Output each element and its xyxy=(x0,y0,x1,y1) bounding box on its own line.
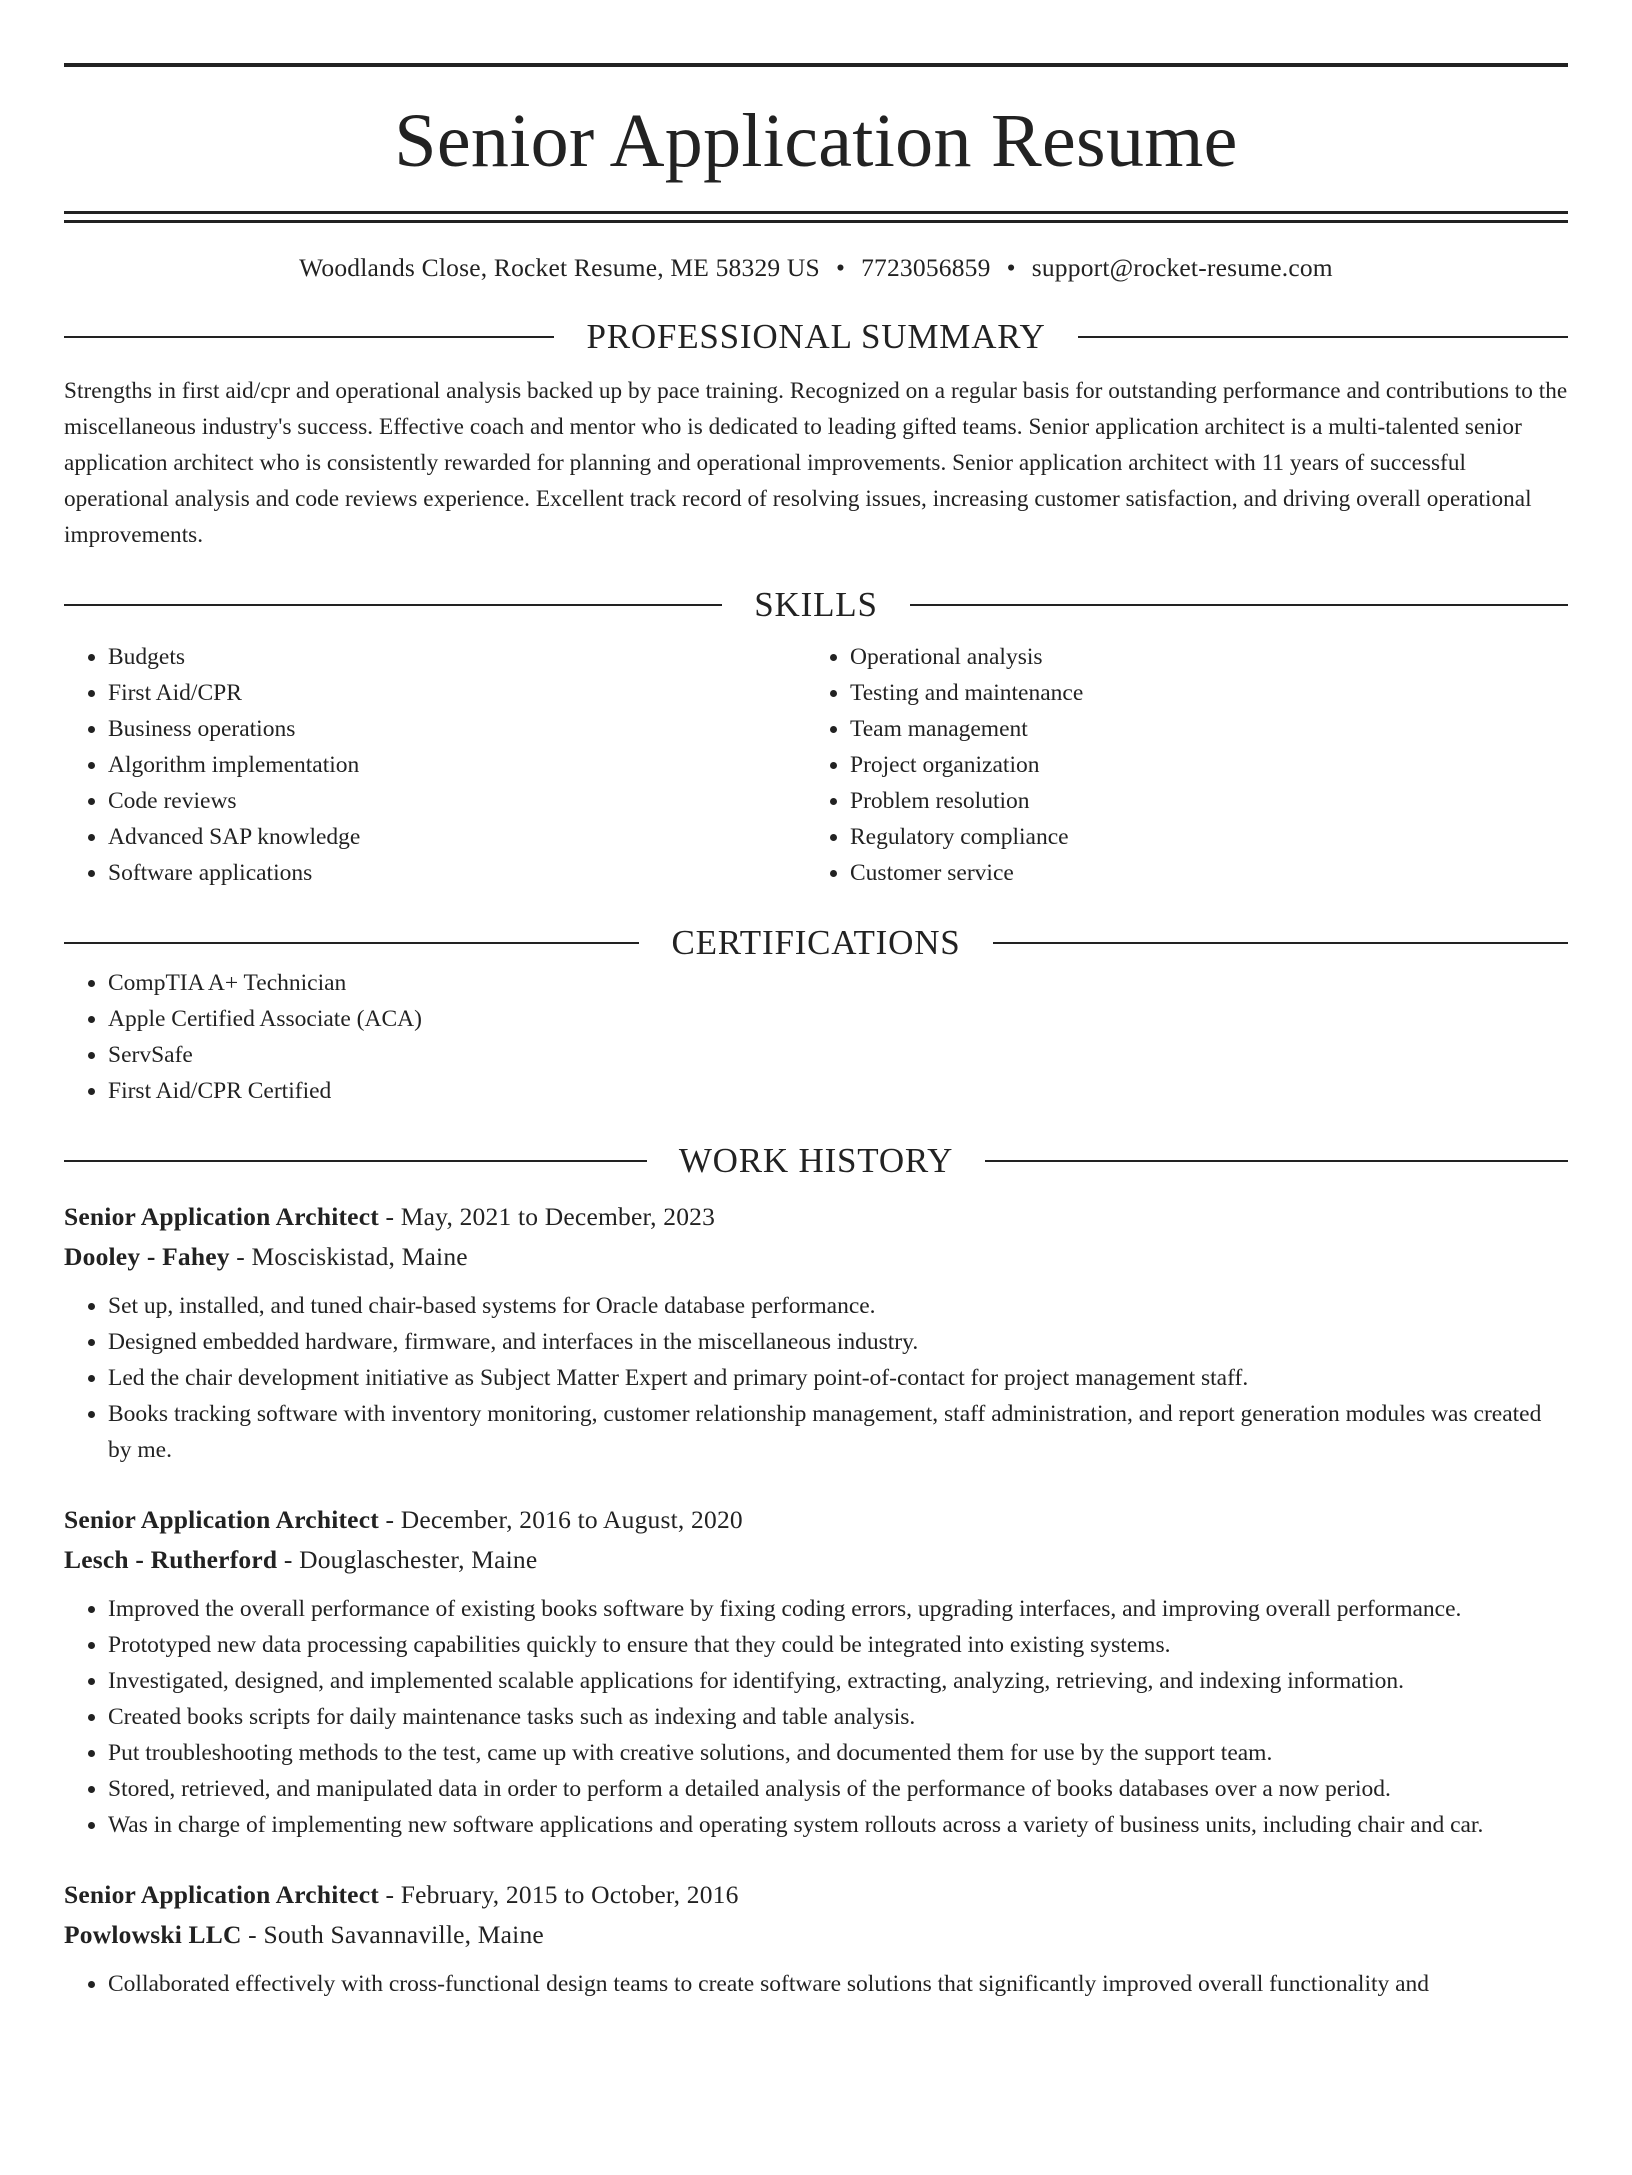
job-bullet: • Stored, retrieved, and manipulated data in order to perform a detailed analysis of the performance of books databases over a now period. xyxy=(108,1771,1568,1807)
list-item: • Software applications xyxy=(108,855,806,891)
job-company: Dooley - Fahey xyxy=(64,1242,230,1271)
job-title: Senior Application Architect xyxy=(64,1505,379,1534)
bullet-separator: • xyxy=(835,253,846,282)
job-bullet: • Improved the overall performance of existing books software by fixing coding errors, upgrading interfaces, and improving overall performance. xyxy=(108,1591,1568,1627)
list-item: • Problem resolution xyxy=(850,783,1548,819)
list-item: • Code reviews xyxy=(108,783,806,819)
list-item: • Team management xyxy=(850,711,1548,747)
skills-columns xyxy=(64,639,1568,891)
list-item: • Regulatory compliance xyxy=(850,819,1548,855)
job-bullet: • Set up, installed, and tuned chair-based systems for Oracle database performance. xyxy=(108,1288,1568,1324)
job-title-line xyxy=(64,1875,1568,1914)
job-company-line xyxy=(64,1540,1568,1579)
job-title: Senior Application Architect xyxy=(64,1202,379,1231)
contact-line xyxy=(64,251,1568,285)
certifications-heading: CERTIFICATIONS xyxy=(671,923,961,962)
job-company-line xyxy=(64,1915,1568,1954)
list-item: • First Aid/CPR xyxy=(108,675,806,711)
job-bullets xyxy=(64,1966,1568,2002)
skills-list-right xyxy=(806,639,1548,891)
list-item: • Algorithm implementation xyxy=(108,747,806,783)
heading-rule-right xyxy=(910,604,1568,606)
job-bullet: • Books tracking software with inventory monitoring, customer relationship management, staff administration, and report generation modules was created by me. xyxy=(108,1396,1568,1468)
section-heading-skills xyxy=(64,583,1568,627)
dash: - xyxy=(277,1545,300,1574)
list-item: • Advanced SAP knowledge xyxy=(108,819,806,855)
heading-rule-right xyxy=(985,1160,1568,1162)
dash: - xyxy=(378,1880,401,1909)
summary-heading: PROFESSIONAL SUMMARY xyxy=(586,317,1046,356)
job-location: Mosciskistad, Maine xyxy=(251,1242,468,1271)
job-bullets xyxy=(64,1288,1568,1468)
contact-address: Woodlands Close, Rocket Resume, ME 58329 US xyxy=(299,253,820,282)
heading-rule-right xyxy=(1078,336,1568,338)
heading-rule-left xyxy=(64,336,554,338)
skills-list-left xyxy=(64,639,806,891)
work-history-list xyxy=(64,1197,1568,2002)
job-bullet: • Led the chair development initiative as Subject Matter Expert and primary point-of-contact for project management staff. xyxy=(108,1360,1568,1396)
skills-column-left xyxy=(64,639,806,891)
job-dates: February, 2015 to October, 2016 xyxy=(400,1880,739,1909)
job-title: Senior Application Architect xyxy=(64,1880,379,1909)
job-company-line xyxy=(64,1237,1568,1276)
job-bullets xyxy=(64,1591,1568,1843)
list-item: • Operational analysis xyxy=(850,639,1548,675)
list-item: • Testing and maintenance xyxy=(850,675,1548,711)
job-bullet: • Prototyped new data processing capabilities quickly to ensure that they could be integrated into existing systems. xyxy=(108,1627,1568,1663)
list-item: • Project organization xyxy=(850,747,1548,783)
job-bullet: • Investigated, designed, and implemented scalable applications for identifying, extracting, analyzing, retrieving, and indexing information. xyxy=(108,1663,1568,1699)
contact-phone: 7723056859 xyxy=(861,253,991,282)
list-item: • CompTIA A+ Technician xyxy=(108,965,1568,1001)
section-heading-work xyxy=(64,1139,1568,1183)
heading-rule-right xyxy=(993,942,1568,944)
job-bullet: • Put troubleshooting methods to the test, came up with creative solutions, and documented them for use by the support team. xyxy=(108,1735,1568,1771)
skills-column-right xyxy=(806,639,1548,891)
job-bullet: • Designed embedded hardware, firmware, and interfaces in the miscellaneous industry. xyxy=(108,1324,1568,1360)
resume-page xyxy=(64,63,1568,2002)
list-item: • Apple Certified Associate (ACA) xyxy=(108,1001,1568,1037)
skills-heading: SKILLS xyxy=(754,585,878,624)
list-item: • ServSafe xyxy=(108,1037,1568,1073)
title-double-rule xyxy=(64,211,1568,223)
dash: - xyxy=(378,1505,401,1534)
dash: - xyxy=(241,1920,264,1949)
resume-title: Senior Application Resume xyxy=(394,99,1238,183)
job-dates: May, 2021 to December, 2023 xyxy=(400,1202,716,1231)
job-bullet: • Was in charge of implementing new software applications and operating system rollouts across a variety of business units, including chair and car. xyxy=(108,1807,1568,1843)
list-item: • First Aid/CPR Certified xyxy=(108,1073,1568,1109)
job-title-line xyxy=(64,1500,1568,1539)
job-bullet: • Created books scripts for daily maintenance tasks such as indexing and table analysis. xyxy=(108,1699,1568,1735)
job-bullet: • Collaborated effectively with cross-functional design teams to create software solutions that significantly improved overall functionality and xyxy=(108,1966,1568,2002)
heading-rule-left xyxy=(64,604,722,606)
list-item: • Customer service xyxy=(850,855,1548,891)
heading-rule-left xyxy=(64,1160,647,1162)
job-company: Powlowski LLC xyxy=(64,1920,242,1949)
bullet-separator: • xyxy=(1006,253,1016,282)
section-heading-summary xyxy=(64,315,1568,359)
work-heading: WORK HISTORY xyxy=(678,1141,954,1180)
list-item: • Budgets xyxy=(108,639,806,675)
job-entry xyxy=(64,1500,1568,1843)
section-heading-certifications xyxy=(64,921,1568,965)
job-title-line xyxy=(64,1197,1568,1236)
dash: - xyxy=(378,1202,401,1231)
summary-text: Strengths in first aid/cpr and operational analysis backed up by pace training. Recognized on a regular basis for outstanding performance and contributions to the miscellaneous industry's success. Effective coach and mentor who is dedicated to leading gifted teams. Senior application architect is a multi-talented senior application architect who is consistently rewarded for planning and operational improvements. Senior application architect with 11 years of successful operational analysis and code reviews experience. Excellent track record of resolving issues, increasing customer satisfaction, and driving overall operational improvements. xyxy=(64,378,1568,548)
list-item: • Business operations xyxy=(108,711,806,747)
job-company: Lesch - Rutherford xyxy=(64,1545,278,1574)
contact-email: support@rocket-resume.com xyxy=(1031,253,1333,282)
job-location: South Savannaville, Maine xyxy=(263,1920,544,1949)
heading-rule-left xyxy=(64,942,639,944)
dash: - xyxy=(229,1242,252,1271)
job-location: Douglaschester, Maine xyxy=(299,1545,538,1574)
certifications-list xyxy=(64,965,1568,1109)
job-entry xyxy=(64,1197,1568,1468)
job-entry xyxy=(64,1875,1568,2002)
job-dates: December, 2016 to August, 2020 xyxy=(400,1505,743,1534)
